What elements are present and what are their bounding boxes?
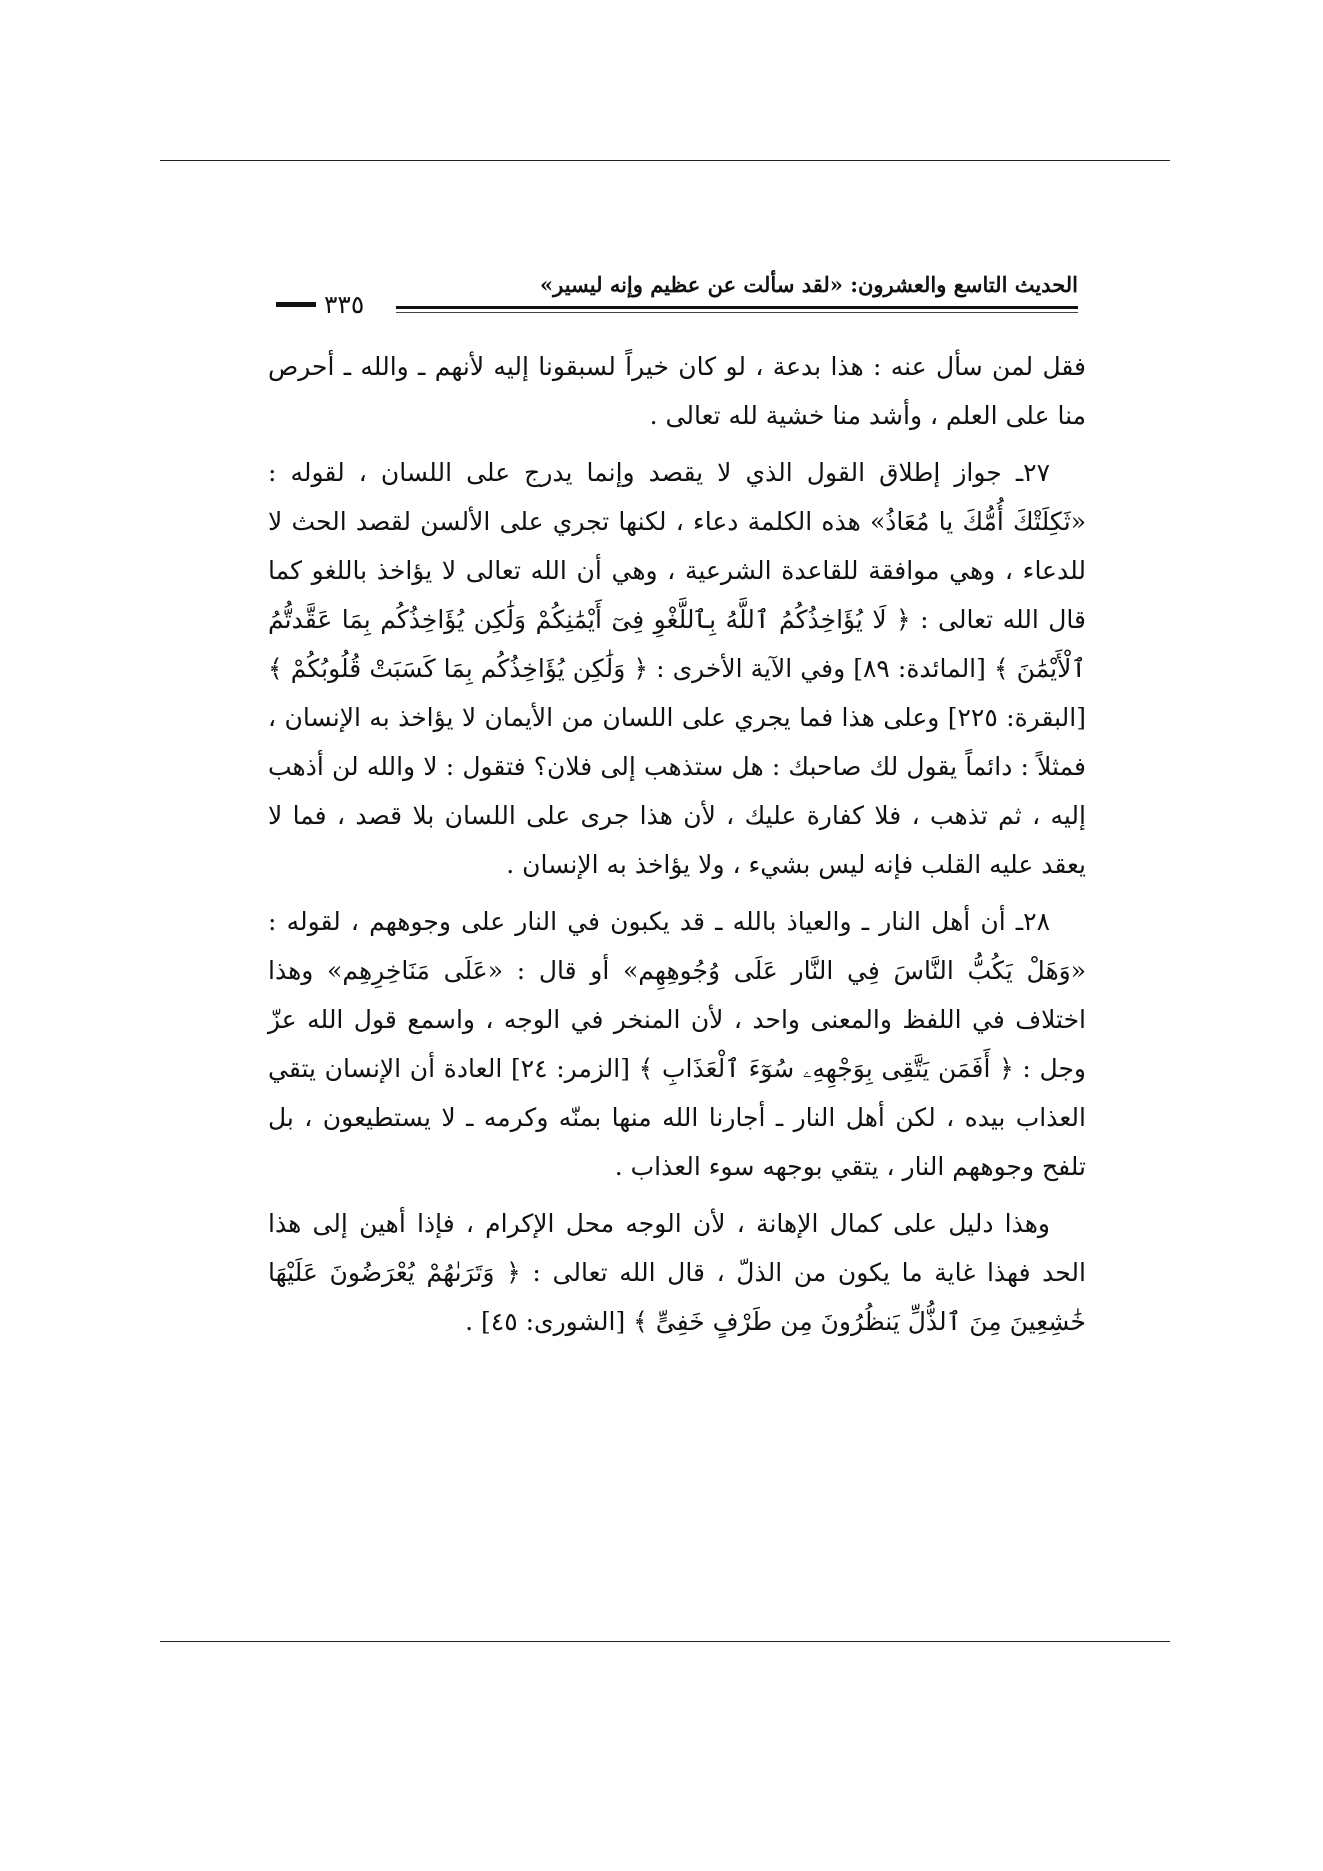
- page-number: ٣٣٥: [324, 290, 365, 319]
- header-rule-thin: [396, 312, 1078, 313]
- running-header: [276, 272, 1078, 319]
- paragraph-point-27: ٢٧ـ جواز إطلاق القول الذي لا يقصد وإنما يدرج على اللسان ، لقوله : «ثَكِلَتْكَ أُمُّكَ يا مُعَاذُ» هذه الكلمة دعاء ، لكنها تجري على الألسن لقصد الحث لا للدعاء ، وهي موافقة للقاعدة الشرعية ، وهي أن الله تعالى لا يؤاخذ باللغو كما قال الله تعالى : ﴿ لَا يُؤَاخِذُكُمُ ٱللَّهُ بِٱللَّغْوِ فِىٓ أَيْمَٰنِكُمْ وَلَٰكِن يُؤَاخِذُكُم بِمَا عَقَّدتُّمُ ٱلْأَيْمَٰنَ ﴾ [المائدة: ٨٩] وفي الآية الأخرى : ﴿ وَلَٰكِن يُؤَاخِذُكُم بِمَا كَسَبَتْ قُلُوبُكُمْ ﴾ [البقرة: ٢٢٥] وعلى هذا فما يجري على اللسان من الأيمان لا يؤاخذ به الإنسان ، فمثلاً : دائماً يقول لك صاحبك : هل ستذهب إلى فلان؟ فتقول : لا والله لن أذهب إليه ، ثم تذهب ، فلا كفارة عليك ، لأن هذا جرى على اللسان بلا قصد ، فما لا يعقد عليه القلب فإنه ليس بشيء ، ولا يؤاخذ به الإنسان .: [268, 458, 1087, 879]
- bottom-page-rule: [160, 1641, 1170, 1642]
- page-number-mark: [276, 302, 316, 307]
- paragraph-continuation: فقل لمن سأل عنه : هذا بدعة ، لو كان خيراً لسبقونا إليه لأنهم ـ والله ـ أحرص منا على العلم ، وأشد منا خشية لله تعالى .: [268, 352, 1086, 430]
- page-body: [268, 342, 1086, 1354]
- header-rule: [396, 306, 1078, 309]
- paragraph-conclusion: وهذا دليل على كمال الإهانة ، لأن الوجه محل الإكرام ، فإذا أهين إلى هذا الحد فهذا غاية ما يكون من الذلّ ، قال الله تعالى : ﴿ وَتَرَىٰهُمْ يُعْرَضُونَ عَلَيْهَا خَٰشِعِينَ مِنَ ٱلذُّلِّ يَنظُرُونَ مِن طَرْفٍ خَفِىٍّ ﴾ [الشورى: ٤٥] .: [268, 1209, 1086, 1336]
- paragraph-point-28: ٢٨ـ أن أهل النار ـ والعياذ بالله ـ قد يكبون في النار على وجوههم ، لقوله : «وَهَلْ يَكُبُّ النَّاسَ فِي النَّار عَلَى وُجُوهِهِم» أو قال : «عَلَى مَنَاخِرِهِم» وهذا اختلاف في اللفظ والمعنى واحد ، لأن المنخر في الوجه ، واسمع قول الله عزّ وجل : ﴿ أَفَمَن يَتَّقِى بِوَجْهِهِۦ سُوٓءَ ٱلْعَذَابِ ﴾ [الزمر: ٢٤] العادة أن الإنسان يتقي العذاب بيده ، لكن أهل النار ـ أجارنا الله منها بمنّه وكرمه ـ لا يستطيعون ، بل تلفح وجوههم النار ، يتقي بوجهه سوء العذاب .: [268, 907, 1086, 1181]
- top-page-rule: [160, 160, 1170, 161]
- header-title: الحديث التاسع والعشرون: «لقد سألت عن عظيم وإنه ليسير»: [539, 272, 1078, 297]
